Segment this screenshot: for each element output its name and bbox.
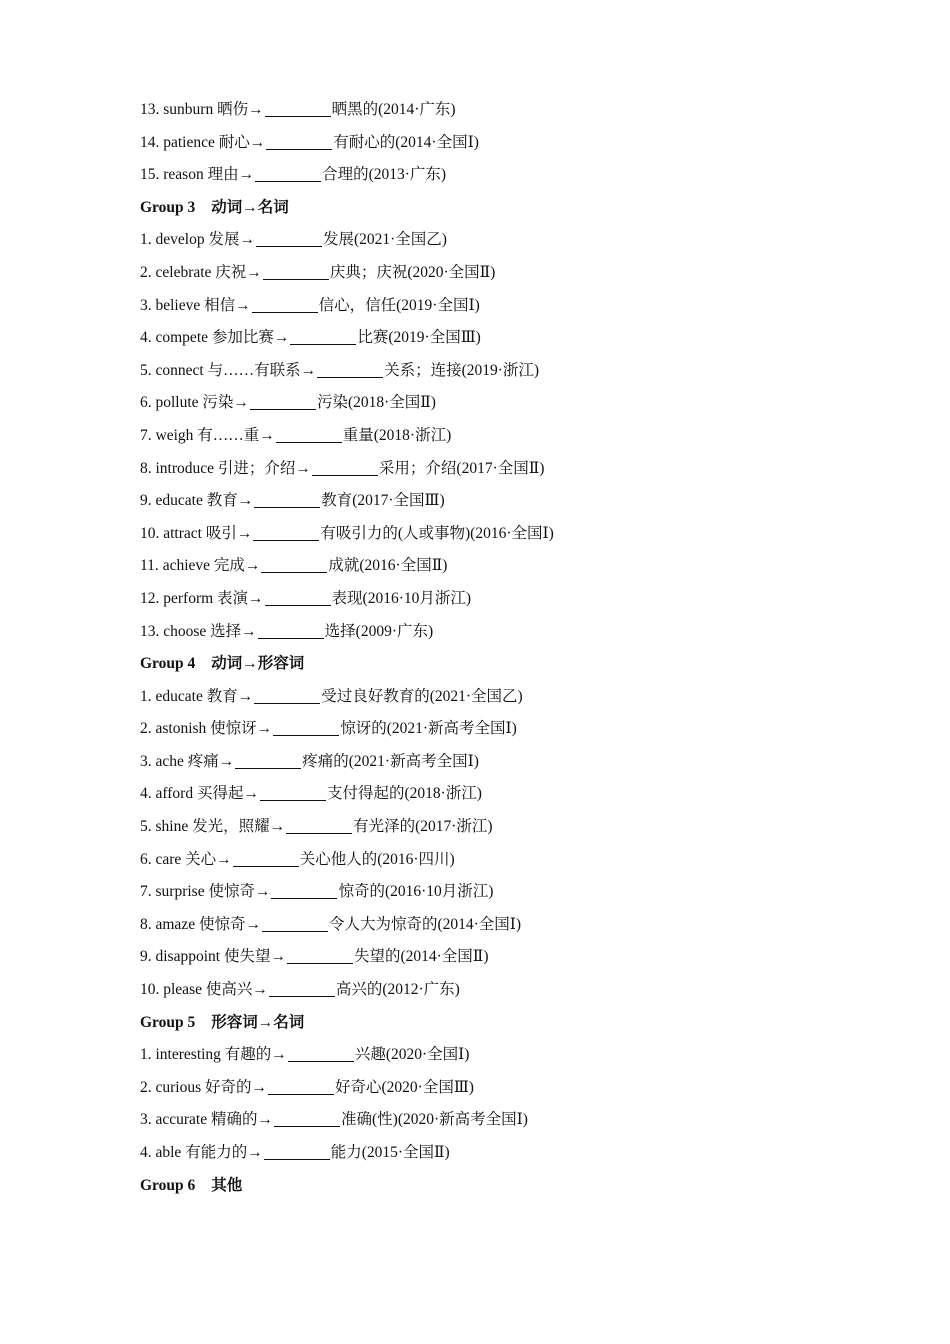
- exercise-item: [140, 746, 900, 779]
- item-prompt: connect 与……有联系→: [155, 361, 317, 379]
- answer-blank[interactable]: [290, 330, 356, 345]
- exercise-item: [140, 322, 900, 355]
- exercise-item: [140, 681, 900, 714]
- item-meaning: 比赛(2019·全国Ⅲ): [357, 329, 481, 347]
- item-meaning: 发展(2021·全国乙): [322, 231, 447, 249]
- exercise-item: [140, 355, 900, 388]
- exercise-item: [140, 1104, 900, 1137]
- answer-blank[interactable]: [264, 1145, 330, 1160]
- item-prompt: curious 好奇的→: [155, 1078, 268, 1096]
- group-heading: [140, 1170, 900, 1203]
- item-prompt: choose 选择→: [163, 622, 257, 640]
- answer-blank[interactable]: [235, 754, 301, 769]
- answer-blank[interactable]: [269, 982, 335, 997]
- item-number: 14.: [140, 133, 160, 151]
- exercise-item: [140, 1072, 900, 1105]
- item-number: 4.: [140, 1144, 152, 1161]
- exercise-item: [140, 811, 900, 844]
- item-prompt: educate 教育→: [155, 687, 254, 705]
- exercise-item: [140, 94, 900, 127]
- group-label: Group 4: [140, 655, 196, 673]
- item-prompt: interesting 有趣的→: [155, 1046, 287, 1064]
- exercise-item: [140, 127, 900, 160]
- item-prompt: believe 相信→: [155, 296, 251, 314]
- exercise-item: [140, 159, 900, 192]
- group-title: 形容词→名词: [211, 1013, 305, 1031]
- item-meaning: 好奇心(2020·全国Ⅲ): [335, 1078, 474, 1096]
- item-number: 7.: [140, 883, 152, 901]
- item-prompt: astonish 使惊讶→: [155, 720, 273, 738]
- item-prompt: develop 发展→: [155, 231, 255, 249]
- item-prompt: introduce 引进；介绍→: [155, 459, 311, 477]
- group-label: Group 5: [140, 1013, 196, 1031]
- exercise-item: [140, 844, 900, 877]
- item-prompt: achieve 完成→: [162, 557, 261, 575]
- answer-blank[interactable]: [258, 624, 324, 639]
- item-number: 8.: [140, 915, 152, 933]
- exercise-item: [140, 420, 900, 453]
- item-number: 9.: [140, 492, 152, 510]
- item-meaning: 兴趣(2020·全国Ⅰ): [354, 1046, 470, 1064]
- answer-blank[interactable]: [253, 526, 319, 541]
- answer-blank[interactable]: [260, 786, 326, 801]
- item-number: 11.: [140, 557, 159, 575]
- group-label: Group 6: [140, 1176, 196, 1194]
- item-number: 3.: [140, 752, 152, 770]
- answer-blank[interactable]: [274, 1112, 340, 1127]
- item-number: 1.: [140, 231, 152, 249]
- answer-blank[interactable]: [263, 265, 329, 280]
- item-number: 13.: [140, 622, 160, 640]
- item-prompt: able 有能力的→: [155, 1144, 263, 1161]
- item-meaning: 污染(2018·全国Ⅱ): [316, 394, 436, 412]
- answer-blank[interactable]: [265, 591, 331, 606]
- group-heading: [140, 192, 900, 225]
- exercise-item: [140, 974, 900, 1007]
- item-meaning: 信心，信任(2019·全国Ⅰ): [318, 296, 480, 314]
- group-heading: [140, 648, 900, 681]
- answer-blank[interactable]: [256, 232, 322, 247]
- answer-blank[interactable]: [312, 461, 378, 476]
- answer-blank[interactable]: [317, 363, 383, 378]
- item-number: 4.: [140, 329, 152, 347]
- exercise-item: [140, 1137, 900, 1170]
- item-prompt: accurate 精确的→: [155, 1111, 273, 1129]
- item-meaning: 惊讶的(2021·新高考全国Ⅰ): [340, 720, 517, 738]
- item-prompt: pollute 污染→: [155, 394, 249, 412]
- item-number: 2.: [140, 263, 152, 281]
- exercise-item: [140, 616, 900, 649]
- item-prompt: perform 表演→: [163, 589, 264, 607]
- item-number: 1.: [140, 1046, 152, 1064]
- exercise-item: [140, 387, 900, 420]
- answer-blank[interactable]: [287, 949, 353, 964]
- group-heading: [140, 1007, 900, 1040]
- item-prompt: educate 教育→: [155, 492, 254, 510]
- item-meaning: 重量(2018·浙江): [342, 426, 452, 444]
- item-number: 6.: [140, 850, 152, 868]
- item-meaning: 准确(性)(2020·新高考全国Ⅰ): [341, 1111, 528, 1129]
- item-meaning: 疼痛的(2021·新高考全国Ⅰ): [302, 752, 479, 770]
- item-meaning: 关心他人的(2016·四川): [299, 850, 455, 868]
- item-prompt: attract 吸引→: [163, 524, 253, 542]
- item-number: 7.: [140, 426, 152, 444]
- exercise-item: [140, 778, 900, 811]
- answer-blank[interactable]: [254, 689, 320, 704]
- item-number: 6.: [140, 394, 152, 412]
- item-meaning: 高兴的(2012·广东): [335, 981, 460, 999]
- answer-blank[interactable]: [255, 167, 321, 182]
- answer-blank[interactable]: [250, 395, 316, 410]
- item-prompt: shine 发光，照耀→: [155, 818, 286, 836]
- item-number: 5.: [140, 361, 152, 379]
- item-number: 13.: [140, 101, 160, 118]
- item-meaning: 有吸引力的(人或事物)(2016·全国Ⅰ): [320, 524, 554, 542]
- item-prompt: sunburn 晒伤→: [163, 101, 264, 118]
- answer-blank[interactable]: [288, 1047, 354, 1062]
- group-title: 动词→形容词: [211, 655, 305, 673]
- answer-blank[interactable]: [266, 135, 332, 150]
- item-prompt: please 使高兴→: [163, 981, 268, 999]
- exercise-item: [140, 224, 900, 257]
- answer-blank[interactable]: [265, 102, 331, 117]
- answer-blank[interactable]: [268, 1080, 334, 1095]
- exercise-item: [140, 550, 900, 583]
- item-prompt: celebrate 庆祝→: [155, 263, 262, 281]
- exercise-item: [140, 583, 900, 616]
- exercise-item: [140, 290, 900, 323]
- item-meaning: 受过良好教育的(2021·全国乙): [321, 687, 523, 705]
- item-meaning: 成就(2016·全国Ⅱ): [328, 557, 448, 575]
- item-prompt: amaze 使惊奇→: [155, 915, 261, 933]
- item-number: 2.: [140, 720, 152, 738]
- item-number: 10.: [140, 981, 160, 999]
- answer-blank[interactable]: [233, 852, 299, 867]
- answer-blank[interactable]: [252, 298, 318, 313]
- item-meaning: 采用；介绍(2017·全国Ⅱ): [378, 459, 545, 477]
- item-meaning: 失望的(2014·全国Ⅱ): [353, 948, 489, 966]
- answer-blank[interactable]: [262, 917, 328, 932]
- item-meaning: 有光泽的(2017·浙江): [353, 818, 493, 836]
- item-number: 5.: [140, 818, 152, 836]
- item-prompt: ache 疼痛→: [155, 752, 235, 770]
- item-meaning: 有耐心的(2014·全国Ⅰ): [333, 133, 479, 151]
- exercise-item: [140, 909, 900, 942]
- item-meaning: 支付得起的(2018·浙江): [326, 785, 482, 803]
- answer-blank[interactable]: [273, 721, 339, 736]
- group-label: Group 3: [140, 198, 196, 216]
- item-number: 8.: [140, 459, 152, 477]
- item-meaning: 表现(2016·10月浙江): [331, 589, 472, 607]
- answer-blank[interactable]: [271, 884, 337, 899]
- item-meaning: 选择(2009·广东): [324, 622, 434, 640]
- item-prompt: reason 理由→: [163, 166, 255, 184]
- exercise-item: [140, 518, 900, 551]
- item-meaning: 教育(2017·全国Ⅲ): [321, 492, 445, 510]
- exercise-item: [140, 1039, 900, 1072]
- item-number: 3.: [140, 1111, 152, 1129]
- exercise-item: [140, 941, 900, 974]
- exercise-list: [140, 94, 900, 1202]
- exercise-item: [140, 876, 900, 909]
- item-meaning: 晒黑的(2014·广东): [331, 101, 456, 118]
- item-meaning: 令人大为惊奇的(2014·全国Ⅰ): [328, 915, 522, 933]
- item-prompt: compete 参加比赛→: [155, 329, 290, 347]
- item-prompt: patience 耐心→: [163, 133, 266, 151]
- item-meaning: 关系；连接(2019·浙江): [384, 361, 540, 379]
- exercise-item: [140, 713, 900, 746]
- group-title: 其他: [211, 1176, 243, 1194]
- answer-blank[interactable]: [254, 493, 320, 508]
- exercise-item: [140, 257, 900, 290]
- item-number: 10.: [140, 524, 160, 542]
- item-prompt: disappoint 使失望→: [155, 948, 286, 966]
- answer-blank[interactable]: [286, 819, 352, 834]
- group-title: 动词→名词: [211, 198, 289, 216]
- item-prompt: weigh 有……重→: [155, 426, 275, 444]
- item-number: 3.: [140, 296, 152, 314]
- item-number: 4.: [140, 785, 152, 803]
- item-prompt: surprise 使惊奇→: [155, 883, 271, 901]
- answer-blank[interactable]: [276, 428, 342, 443]
- item-meaning: 能力(2015·全国Ⅱ): [330, 1144, 450, 1161]
- exercise-item: [140, 453, 900, 486]
- item-number: 9.: [140, 948, 152, 966]
- item-number: 12.: [140, 589, 160, 607]
- item-meaning: 惊奇的(2016·10月浙江): [338, 883, 494, 901]
- item-prompt: care 关心→: [155, 850, 232, 868]
- item-number: 2.: [140, 1078, 152, 1096]
- item-number: 1.: [140, 687, 152, 705]
- exercise-item: [140, 485, 900, 518]
- item-meaning: 合理的(2013·广东): [322, 166, 447, 184]
- item-number: 15.: [140, 166, 160, 184]
- item-meaning: 庆典；庆祝(2020·全国Ⅱ): [329, 263, 496, 281]
- item-prompt: afford 买得起→: [155, 785, 259, 803]
- answer-blank[interactable]: [261, 558, 327, 573]
